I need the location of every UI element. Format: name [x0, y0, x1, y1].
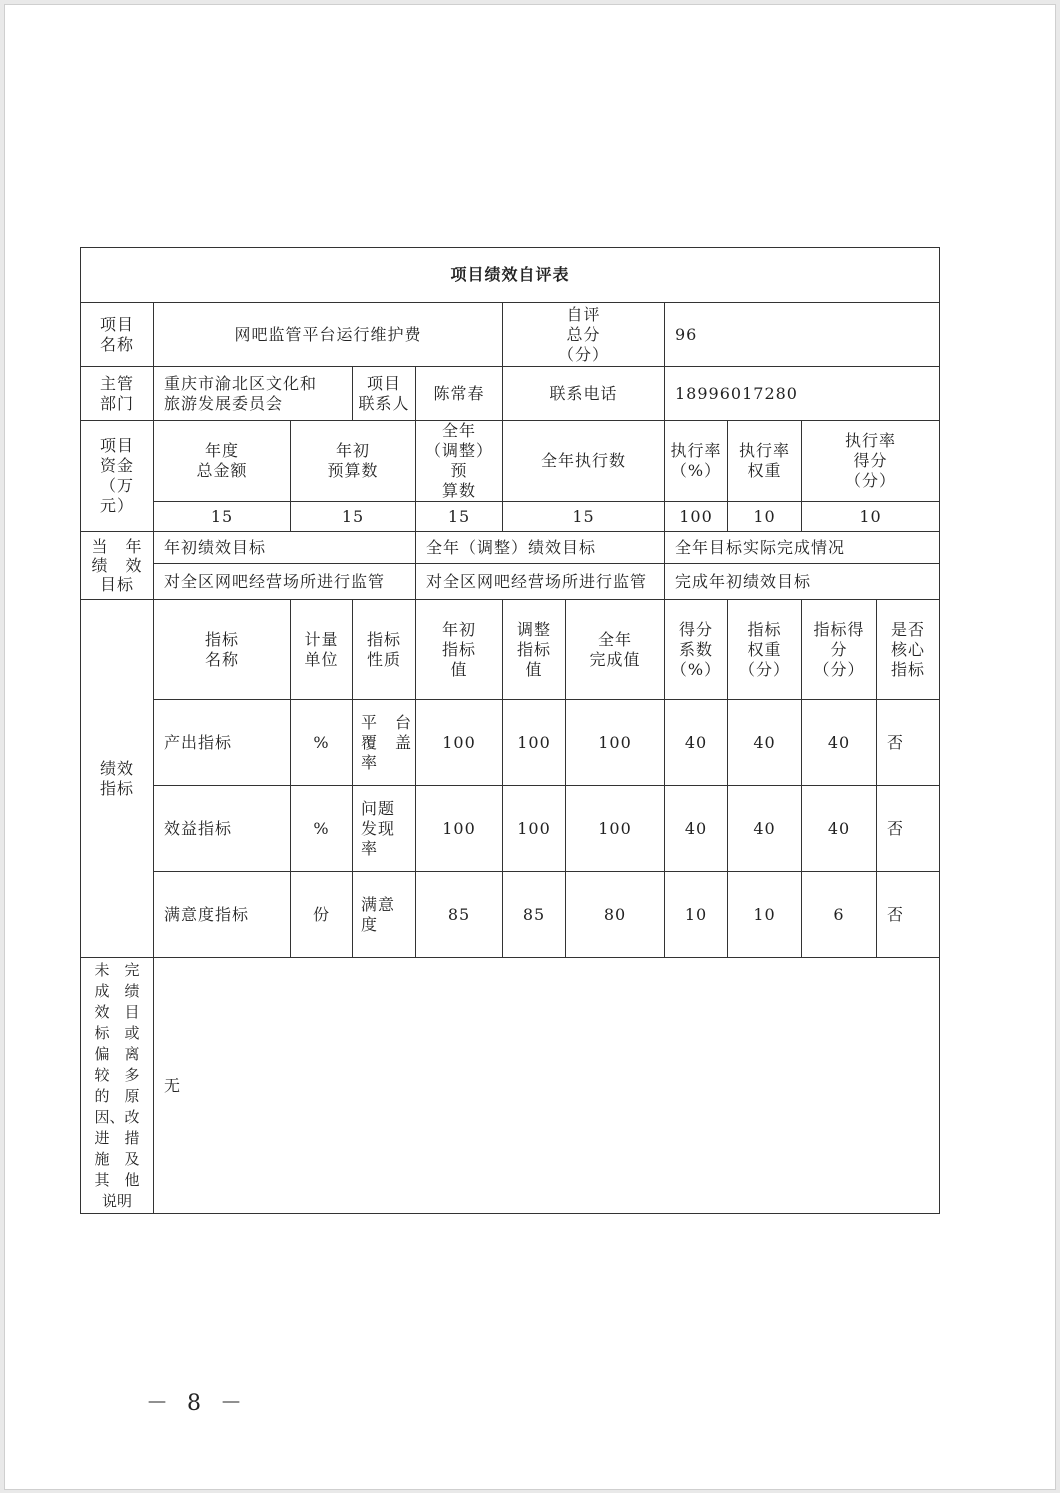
- indicator-unit: %: [291, 786, 353, 872]
- indicator-nature: 满意 度: [353, 872, 416, 958]
- fund-value: 10: [802, 502, 940, 532]
- indicator-header: 指标 权重 （分）: [728, 600, 802, 700]
- performance-table: [80, 247, 940, 1214]
- dept-value: 重庆市渝北区文化和 旅游发展委员会: [154, 367, 353, 421]
- self-score-value: 96: [665, 303, 940, 367]
- indicator-initial: 100: [416, 786, 503, 872]
- fund-header: 年初 预算数: [291, 421, 416, 502]
- indicator-coef: 40: [665, 786, 728, 872]
- self-score-label: 自评 总分 （分）: [503, 303, 665, 367]
- table-row: [81, 872, 940, 958]
- fund-header: 执行率 权重: [728, 421, 802, 502]
- indicator-weight: 40: [728, 786, 802, 872]
- indicator-adjusted: 100: [503, 700, 566, 786]
- table-row: [81, 786, 940, 872]
- indicator-adjusted: 100: [503, 786, 566, 872]
- contact-label: 项目 联系人: [353, 367, 416, 421]
- goal-label: 当 年 绩 效 目标: [81, 532, 154, 600]
- indicator-header: 得分 系数 （%）: [665, 600, 728, 700]
- phone-label: 联系电话: [503, 367, 665, 421]
- indicator-name: 产出指标: [154, 700, 291, 786]
- phone-value: 18996017280: [665, 367, 940, 421]
- indicator-header: 指标 名称: [154, 600, 291, 700]
- indicator-weight: 40: [728, 700, 802, 786]
- indicator-actual: 100: [566, 786, 665, 872]
- table-title: 项目绩效自评表: [81, 248, 940, 303]
- fund-value: 15: [416, 502, 503, 532]
- indicator-core: 否: [877, 700, 940, 786]
- indicator-unit: 份: [291, 872, 353, 958]
- indicator-nature: 问题 发现 率: [353, 786, 416, 872]
- fund-header: 全年 （调整）预 算数: [416, 421, 503, 502]
- dept-label: 主管 部门: [81, 367, 154, 421]
- indicator-initial: 100: [416, 700, 503, 786]
- fund-header: 年度 总金额: [154, 421, 291, 502]
- indicator-header: 调整 指标 值: [503, 600, 566, 700]
- indicator-actual: 100: [566, 700, 665, 786]
- indicator-header: 计量 单位: [291, 600, 353, 700]
- indicator-unit: %: [291, 700, 353, 786]
- indicator-header: 年初 指标 值: [416, 600, 503, 700]
- goal-value: 对全区网吧经营场所进行监管: [154, 564, 416, 600]
- project-name-label: 项目 名称: [81, 303, 154, 367]
- remark-value: 无: [154, 958, 940, 1214]
- indicator-adjusted: 85: [503, 872, 566, 958]
- page-number: － 8 －: [146, 1391, 248, 1416]
- remark-label: 未 完 成 绩 效 目 标 或 偏 离 较 多 的 原 因、改 进 措 施 及 其 他 说明: [81, 958, 154, 1214]
- indicator-core: 否: [877, 786, 940, 872]
- indicator-name: 满意度指标: [154, 872, 291, 958]
- goal-value: 对全区网吧经营场所进行监管: [416, 564, 665, 600]
- goal-header: 全年（调整）绩效目标: [416, 532, 665, 564]
- indicator-nature: 平 台 覆 盖 率: [353, 700, 416, 786]
- indicator-actual: 80: [566, 872, 665, 958]
- goal-header: 年初绩效目标: [154, 532, 416, 564]
- fund-value: 15: [291, 502, 416, 532]
- fund-header: 全年执行数: [503, 421, 665, 502]
- indicator-header: 指标 性质: [353, 600, 416, 700]
- indicator-core: 否: [877, 872, 940, 958]
- fund-value: 10: [728, 502, 802, 532]
- indicator-initial: 85: [416, 872, 503, 958]
- indicator-label: 绩效 指标: [81, 600, 154, 958]
- goal-value: 完成年初绩效目标: [665, 564, 940, 600]
- indicator-score: 6: [802, 872, 877, 958]
- fund-value: 15: [154, 502, 291, 532]
- project-name-value: 网吧监管平台运行维护费: [154, 303, 503, 367]
- indicator-coef: 40: [665, 700, 728, 786]
- table-row: [81, 700, 940, 786]
- fund-value: 100: [665, 502, 728, 532]
- indicator-name: 效益指标: [154, 786, 291, 872]
- indicator-weight: 10: [728, 872, 802, 958]
- fund-header: 执行率 （%）: [665, 421, 728, 502]
- fund-label: 项目 资金 （万 元）: [81, 421, 154, 532]
- indicator-score: 40: [802, 786, 877, 872]
- fund-value: 15: [503, 502, 665, 532]
- fund-header: 执行率 得分 （分）: [802, 421, 940, 502]
- indicator-header: 指标得 分 （分）: [802, 600, 877, 700]
- goal-header: 全年目标实际完成情况: [665, 532, 940, 564]
- indicator-header: 全年 完成值: [566, 600, 665, 700]
- contact-value: 陈常春: [416, 367, 503, 421]
- indicator-header: 是否 核心 指标: [877, 600, 940, 700]
- indicator-score: 40: [802, 700, 877, 786]
- indicator-coef: 10: [665, 872, 728, 958]
